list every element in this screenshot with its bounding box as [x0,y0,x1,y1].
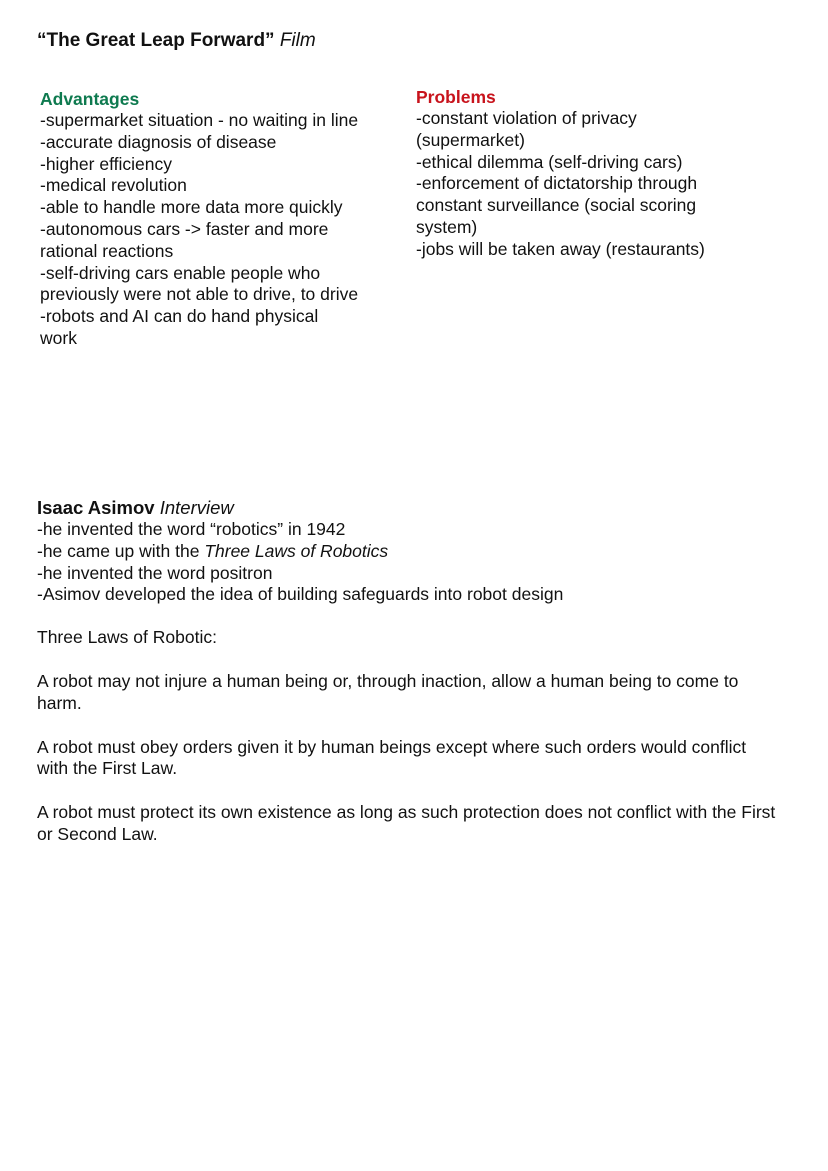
list-item: -self-driving cars enable people who previously were not able to drive, to drive [40,262,359,305]
problems-list [416,108,746,261]
list-item: -ethical dilemma (self-driving cars) [416,151,683,172]
list-item: -enforcement of dictatorship through constant surveillance (social scoring system) [416,173,698,237]
page-title [37,30,316,52]
asimov-fact: -he invented the word positron [37,562,273,583]
asimov-title-main: Isaac Asimov [37,497,155,518]
law-paragraph: A robot must obey orders given it by human beings except where such orders would conflict with the First Law. [37,736,747,779]
asimov-fact-italic: Three Laws of Robotics [204,540,389,561]
problems-heading: Problems [416,87,496,107]
laws-heading: Three Laws of Robotic: [37,627,217,648]
list-item: -robots and AI can do hand physical work [40,306,319,348]
asimov-title [37,496,777,519]
law-paragraph: A robot must protect its own existence as long as such protection does not conflict with the First or Second Law. [37,802,776,844]
list-item: -medical revolution [40,175,187,196]
asimov-fact [37,541,777,563]
advantages-heading: Advantages [40,89,140,109]
law-paragraph: A robot may not injure a human being or, through inaction, allow a human being to come to harm. [37,670,739,713]
advantages-column [40,88,360,350]
list-item: -higher efficiency [40,153,172,174]
title-sub: Film [279,30,316,51]
list-item: -supermarket situation - no waiting in line [40,110,359,130]
asimov-section [37,496,777,846]
list-item: -able to handle more data more quickly [40,197,343,218]
asimov-fact: -Asimov developed the idea of building safeguards into robot design [37,584,564,605]
title-main: “The Great Leap Forward” [37,30,275,51]
list-item: -accurate diagnosis of disease [40,131,277,152]
list-item: -jobs will be taken away (restaurants) [416,238,705,259]
list-item: -autonomous cars -> faster and more rational reactions [40,218,329,261]
asimov-fact-prefix: -he came up with the [37,540,205,561]
problems-column [416,86,746,261]
advantages-list [40,110,360,350]
asimov-title-sub: Interview [159,497,234,518]
list-item: -constant violation of privacy (supermarket) [416,108,637,150]
asimov-fact: -he invented the word “robotics” in 1942 [37,519,346,539]
